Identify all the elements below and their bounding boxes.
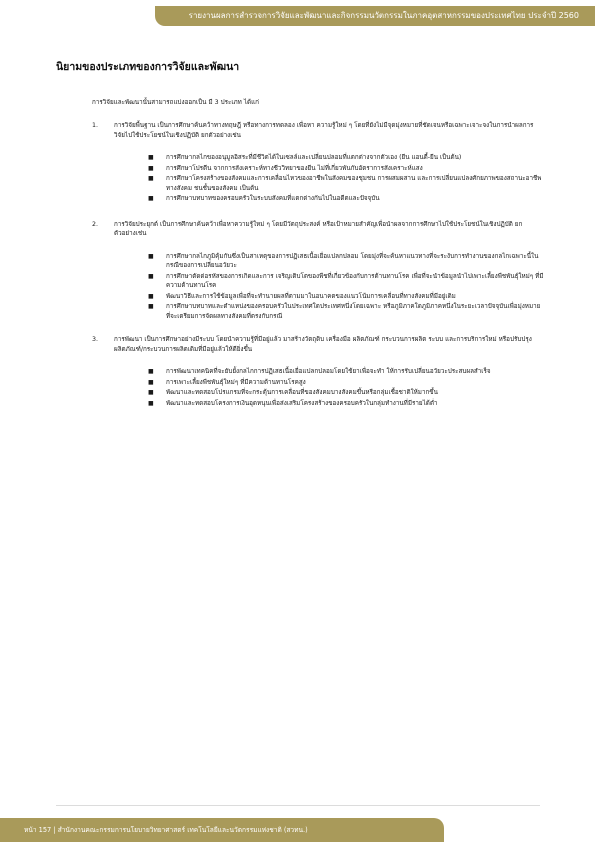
list-item-applied-research (92, 220, 544, 322)
item-number: 2. (92, 220, 99, 228)
intro-paragraph: การวิจัยและพัฒนานั้นสามารถแบ่งออกเป็น มี 3 ประเภท ได้แก่ (92, 99, 259, 106)
bullet-item (148, 174, 544, 193)
item-description: การพัฒนา เป็นการศึกษาอย่างมีระบบ โดยนำความรู้ที่มีอยู่แล้ว มาสร้างวัตถุดิบ เครื่องมือ ผลิตภัณฑ์ กระบวนการผลิต ระบบ และการบริการใหม่ หรือปรับปรุงผลิตภัณฑ์/กระบวนการผลิตเดิมที่มีอยู่แล้วให้ดียิ่งขึ้น (114, 336, 532, 353)
bullet-icon: ■ (148, 175, 154, 182)
item-description: การวิจัยประยุกต์ เป็นการศึกษาค้นคว้าเพื่อหาความรู้ใหม่ ๆ โดยมีวัตถุประสงค์ หรือเป้าหมายสำคัญเพื่อนำผลจากการศึกษาไปใช้ประโยชน์ในเชิงปฏิบัติ ยกตัวอย่างเช่น (114, 220, 523, 237)
bullet-icon: ■ (148, 292, 154, 300)
bullet-text: การศึกษากลไกของอนุมูลอิสระที่มีชีวิตได้ในเซลล์และเปลี่ยนปลอมที่แตกต่างจากตัวเอง (ยีน แอนตี้-ยีน เป็นต้น) (166, 154, 462, 161)
bullet-text: การศึกษาโปรตีน จากการสังเคราะห์ทางชีววิทยาของยีน ไม่ที่เกี่ยวพันกับอัตราการสังเคราะห์แสง (166, 164, 423, 172)
footer-text (24, 825, 308, 835)
bullet-item (148, 153, 544, 163)
bullet-item (148, 367, 544, 377)
bullet-icon: ■ (148, 368, 154, 375)
header-banner (155, 6, 595, 26)
bullet-item (148, 378, 544, 388)
bullet-text: การศึกษาตัดต่อรหัสของการเกิดและการ เจริญเติบโตของพืชที่เกี่ยวข้องกับการต้านทานโรค เพื่อที่จะนำข้อมูลนำไปเพาะเลี้ยงพืชพันธุ์ใหม่ๆ ที่มีความต้านทานโรค (166, 272, 544, 289)
bullet-item (148, 252, 544, 271)
bullet-icon: ■ (148, 399, 154, 407)
footer-banner (0, 818, 444, 842)
section-title: นิยามของประเภทของการวิจัยและพัฒนา (56, 61, 240, 73)
bullet-text: พัฒนาและทดสอบโปรแกรมที่จะกระตุ้นการเคลื่อนที่ของสังคมบางสังคมขึ้นหรือกลุ่มเชื้อชาติให้มากขึ้น (166, 389, 438, 396)
bullet-item (148, 194, 544, 204)
bullet-icon: ■ (148, 252, 154, 260)
list-item-basic-research (92, 121, 544, 204)
bullet-text: การศึกษากลไกภูมิคุ้มกันซึ่งเป็นสาเหตุของการปฏิเสธเนื้อเยื่อแปลกปลอม โดยมุ่งที่จะค้นหาแนวทางที่จะระงับการทำงานของกลไกเฉพาะนี้ในกรณีของการเปลี่ยนอวัยวะ (166, 252, 539, 269)
bullet-item (148, 302, 544, 321)
bullet-icon: ■ (148, 389, 154, 396)
bullet-text: การศึกษาบทบาทและตำแหน่งของครอบครัวในประเทศใดประเทศหนึ่งโดยเฉพาะ หรือภูมิภาคใดภูมิภาคหนึ่งในระยะเวลาปัจจุบันเพื่อมุ่งหมายที่จะเตรียมการจัดผลทางสังคมที่ตรงกับกรณี (166, 303, 541, 320)
bullet-text: การเพาะเลี้ยงพืชพันธุ์ใหม่ๆ ที่มีความต้านทานโรคสูง (166, 378, 306, 386)
page-number: หน้า 157 (24, 826, 52, 834)
bullet-text: การศึกษาบทบาทของครอบครัวในระบบสังคมที่แตกต่างกันไปในอดีตและปัจจุบัน (166, 195, 380, 202)
list-item-development (92, 335, 544, 408)
bullet-icon: ■ (148, 303, 154, 310)
bullet-icon: ■ (148, 195, 154, 202)
bullet-item (148, 399, 544, 409)
example-bullet-list (148, 252, 544, 322)
bullet-icon: ■ (148, 164, 154, 172)
running-header-title: รายงานผลการสำรวจการวิจัยและพัฒนาและกิจกรรมนวัตกรรมในภาคอุตสาหกรรมของประเทศไทย ประจำปี 2560 (188, 11, 579, 20)
bullet-item (148, 388, 544, 398)
bullet-item (148, 272, 544, 291)
bullet-icon: ■ (148, 272, 154, 280)
bullet-item (148, 164, 544, 174)
example-bullet-list (148, 153, 544, 204)
example-bullet-list (148, 367, 544, 408)
bullet-text: พัฒนาวิธีและการใช้ข้อมูลเพื่อที่จะทำนายผลที่ตามมาในอนาคตของแนวโน้มการเคลื่อนที่ทางสังคมที่มีอยู่เดิม (166, 292, 456, 300)
research-type-list (92, 121, 544, 420)
bullet-text: การศึกษาโครงสร้างของสังคมและการเคลื่อนไหวของอาชีพในสังคมของชุมชน การผสมผสาน และการเปลี่ยนแปลงศักยภาพของสถานะอาชีพทางสังคม ชนชั้นของสังคม เป็นต้น (166, 175, 542, 192)
bullet-text: การพัฒนาเทคนิคที่จะยับยั้งกลไกการปฏิเสธเนื้อเยื่อแปลกปลอมโดยใช้ยาเพื่อจะทำ ให้การรับเปลี่ยนอวัยวะประสบผลสำเร็จ (166, 368, 491, 375)
footer-organization: สำนักงานคณะกรรมการนโยบายวิทยาศาสตร์ เทคโนโลยีและนวัตกรรมแห่งชาติ (สวทน.) (57, 826, 308, 834)
footer-divider (56, 805, 540, 806)
bullet-item (148, 292, 544, 302)
bullet-icon: ■ (148, 378, 154, 386)
item-description: การวิจัยพื้นฐาน เป็นการศึกษาค้นคว้าทางทฤษฎี หรือทางการทดลอง เพื่อหา ความรู้ใหม่ ๆ โดยที่ยังไม่มีจุดมุ่งหมายที่ชัดเจนหรือเฉพาะเจาะจงในการนำผลการวิจัยไปใช้ประโยชน์ในเชิงปฏิบัติ ยกตัวอย่างเช่น (114, 122, 534, 139)
footer-separator: | (53, 826, 56, 834)
bullet-icon: ■ (148, 154, 154, 161)
item-number: 1. (92, 122, 99, 129)
item-number: 3. (92, 336, 99, 343)
bullet-text: พัฒนาและทดสอบโครงการเงินอุดหนุนเพื่อส่งเสริมโครงสร้างของครอบครัวในกลุ่มทำงานที่มีรายได้ต่ำ (166, 399, 438, 407)
